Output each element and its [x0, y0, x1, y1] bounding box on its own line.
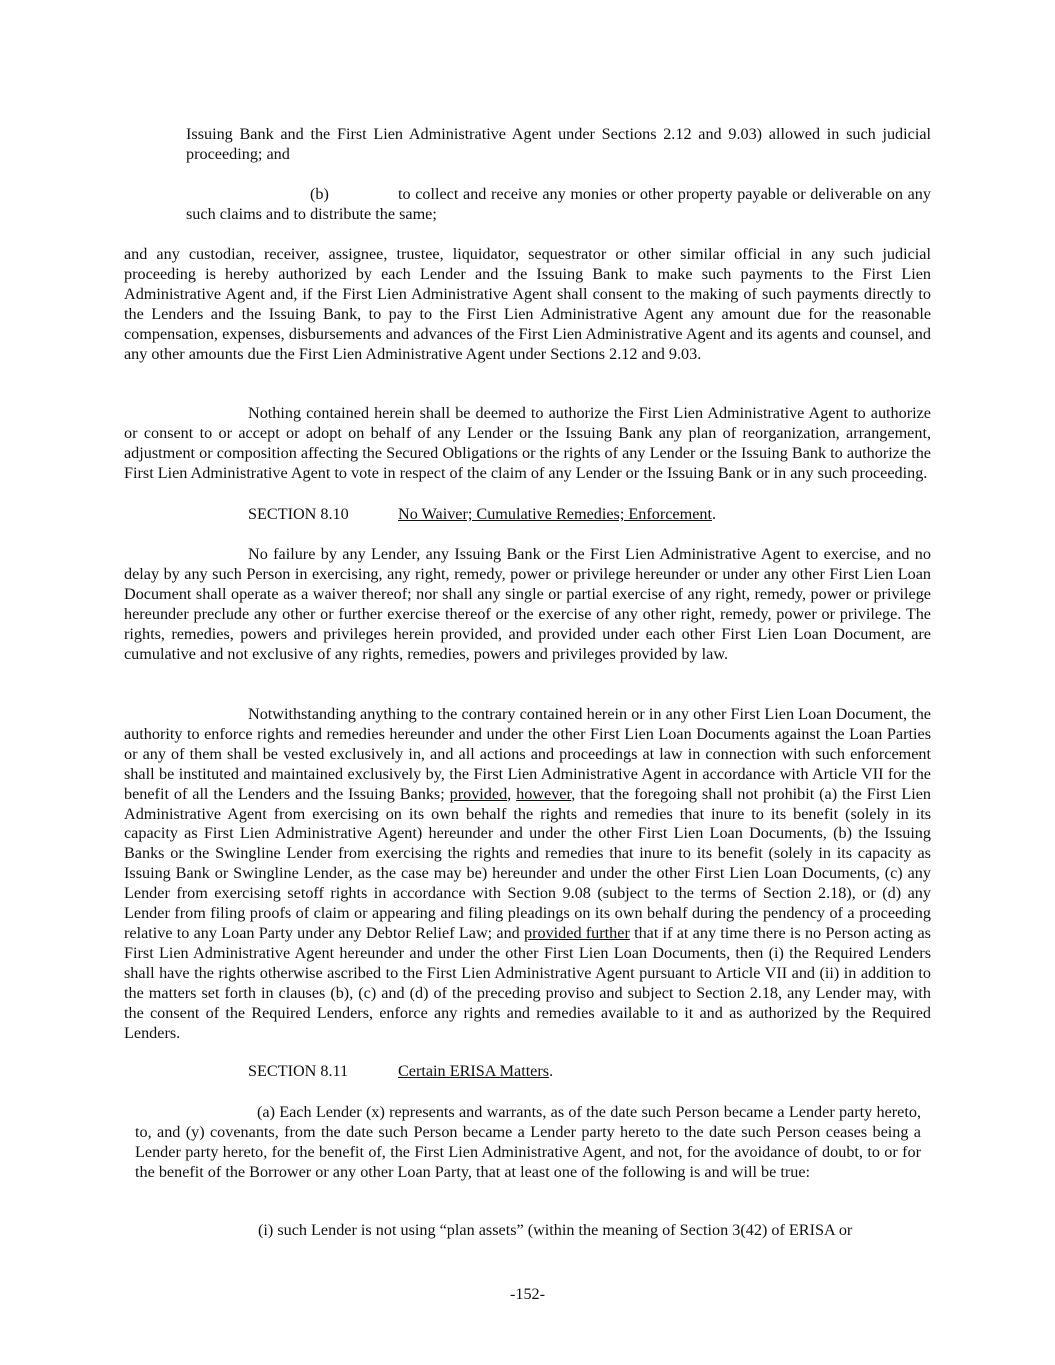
section-8-11-number: SECTION 8.11: [248, 1062, 349, 1080]
section-8-11-heading: SECTION 8.11 Certain ERISA Matters.: [248, 1062, 554, 1080]
section-8-10-title: No Waiver; Cumulative Remedies; Enforcement: [398, 505, 712, 523]
paragraph-judicial-proceeding: Issuing Bank and the First Lien Administrative Agent under Sections 2.12 and 9.03) allowed in such judicial proceeding; and: [186, 125, 931, 163]
page-number: -152-: [509, 1285, 546, 1303]
section-8-10-number: SECTION 8.10: [248, 505, 349, 523]
clause-i: (i) such Lender is not using “plan assets” (within the meaning of Section 3(42) of ERISA or: [258, 1221, 853, 1239]
paragraph-nothing-contained: Nothing contained herein shall be deemed to authorize the First Lien Administrative Agent to authorize or consent to or accept or adopt on behalf of any Lender or the Issuing Bank any plan of reorganization, arrangement, adjustment or composition affecting the Secured Obligations or the rights of any Lender or the Issuing Bank to authorize the First Lien Administrative Agent to vote in respect of the claim of any Lender or the Issuing Bank or in any such proceeding.: [124, 404, 931, 482]
section-8-11-title: Certain ERISA Matters: [398, 1062, 550, 1080]
paragraph-erisa-a: (a) Each Lender (x) represents and warrants, as of the date such Person became a Lender party hereto, to, and (y) covenants, from the date such Person became a Lender party hereto to the date such Person ceases being a Lender party hereto, for the benefit of, the First Lien Administrative Agent, and not, for the avoidance of doubt, to or for the benefit of the Borrower or any other Loan Party, that at least one of the following is and will be true:: [135, 1103, 921, 1181]
section-8-10-heading: SECTION 8.10 No Waiver; Cumulative Remedies; Enforcement.: [248, 505, 717, 523]
clause-b-label: (b): [310, 185, 329, 203]
clause-b: [186, 185, 931, 225]
paragraph-notwithstanding: Notwithstanding anything to the contrary contained herein or in any other First Lien Loan Document, the authority to enforce rights and remedies hereunder and under the other First Lien Loan Documents against the Loan Parties or any of them shall be vested exclusively in, and all actions and proceedings at law in connection with such enforcement shall be instituted and maintained exclusively by, the First Lien Administrative Agent in accordance with Article VII for the benefit of all the Lenders and the Issuing Banks; provided, however, that the foregoing shall not prohibit (a) the First Lien Administrative Agent from exercising on its own behalf the rights and remedies that inure to its benefit (solely in its capacity as First Lien Administrative Agent) hereunder and under the other First Lien Loan Documents, (b) the Issuing Banks or the Swingline Lender from exercising the rights and remedies that inure to its benefit (solely in its capacity as Issuing Bank or Swingline Lender, as the case may be) hereunder and under the other First Lien Loan Documents, (c) any Lender from exercising setoff rights in accordance with Section 9.08 (subject to the terms of Section 2.18), or (d) any Lender from filing proofs of claim or appearing and filing pleadings on its own behalf during the pendency of a proceeding relative to any Loan Party under any Debtor Relief Law; and provided further that if at any time there is no Person acting as First Lien Administrative Agent hereunder and under the other First Lien Loan Documents, then (i) the Required Lenders shall have the rights otherwise ascribed to the First Lien Administrative Agent pursuant to Article VII and (ii) in addition to the matters set forth in clauses (b), (c) and (d) of the preceding proviso and subject to Section 2.18, any Lender may, with the consent of the Required Lenders, enforce any rights and remedies available to it and as authorized by the Required Lenders.: [124, 705, 932, 1042]
notwithstanding-text-3: that if at any time there is no Person acting as First Lien Administrative Agent hereunder and under the other First Lien Loan Documents, then (i) the Required Lenders shall have the rights otherwise ascribed to the First Lien Administrative Agent pursuant to Article VII and (ii) in addition to the matters set forth in clauses (b), (c) and (d) of the preceding proviso and subject to Section 2.18, any Lender may, with the consent of the Required Lenders, enforce any rights and remedies available to it and as authorized by the Required Lenders.: [124, 923, 931, 1042]
provided-term: provided: [449, 784, 508, 803]
notwithstanding-text-2: , that the foregoing shall not prohibit (a) the First Lien Administrative Agent from exercising on its own behalf the rights and remedies that inure to its benefit (solely in its capacity as First Lien Administrative Agent) hereunder and under the other First Lien Loan Documents, (b) the Issuing Banks or the Swingline Lender from exercising the rights and remedies that inure to its benefit (solely in its capacity as Issuing Bank or Swingline Lender, as the case may be) hereunder and under the other First Lien Loan Documents, (c) any Lender from exercising setoff rights in accordance with Section 9.08 (subject to the terms of Section 2.18), or (d) any Lender from filing proofs of claim or appearing and filing pleadings on its own behalf during the pendency of a proceeding relative to any Loan Party under any Debtor Relief Law; and: [124, 784, 932, 942]
clause-b-text: to collect and receive any monies or other property payable or deliverable on any such claims and to distribute the same;: [186, 185, 931, 223]
provided-further-term: provided further: [524, 923, 630, 942]
however-term: however: [516, 784, 572, 803]
notwithstanding-text-1: Notwithstanding anything to the contrary contained herein or in any other First Lien Loan Document, the authority to enforce rights and remedies hereunder and under the other First Lien Loan Documents against the Loan Parties or any of them shall be vested exclusively in, and all actions and proceedings at law in connection with such enforcement shall be instituted and maintained exclusively by, the First Lien Administrative Agent in accordance with Article VII for the benefit of all the Lenders and the Issuing Banks;: [124, 705, 931, 803]
paragraph-no-failure: No failure by any Lender, any Issuing Bank or the First Lien Administrative Agent to exercise, and no delay by any such Person in exercising, any right, remedy, power or privilege hereunder or under any other First Lien Loan Document shall operate as a waiver thereof; nor shall any single or partial exercise of any right, remedy, power or privilege hereunder preclude any other or further exercise thereof or the exercise of any other right, remedy, power or privilege. The rights, remedies, powers and privileges herein provided, and provided under each other First Lien Loan Document, are cumulative and not exclusive of any rights, remedies, powers and privileges provided by law.: [124, 545, 931, 663]
paragraph-custodian: and any custodian, receiver, assignee, trustee, liquidator, sequestrator or other similar official in any such judicial proceeding is hereby authorized by each Lender and the Issuing Bank to make such payments to the First Lien Administrative Agent and, if the First Lien Administrative Agent shall consent to the making of such payments directly to the Lenders and the Issuing Bank, to pay to the First Lien Administrative Agent any amount due for the reasonable compensation, expenses, disbursements and advances of the First Lien Administrative Agent and its agents and counsel, and any other amounts due the First Lien Administrative Agent under Sections 2.12 and 9.03.: [124, 245, 931, 363]
